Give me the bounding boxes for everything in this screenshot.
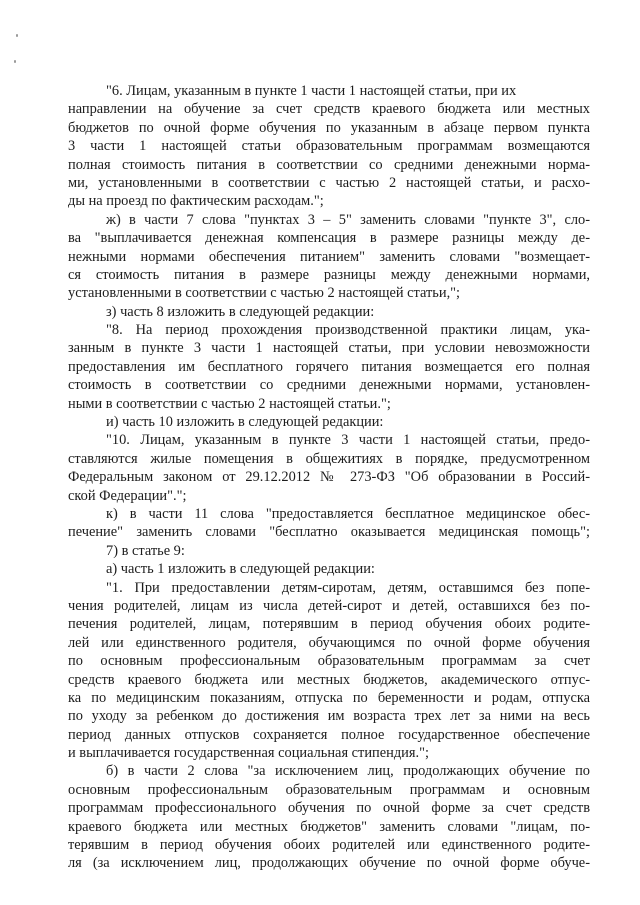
- text-line: основным профессиональным образовательным программам и основным: [68, 781, 590, 798]
- text-line: ми, установленными в соответствии с частью 2 настоящей статьи, и расхо-: [68, 174, 590, 191]
- text-line: ва "выплачивается денежная компенсация в размере разницы между де-: [68, 230, 590, 247]
- text-line: ля (за исключением лиц, продолжающих обучение по очной форме обуче-: [68, 855, 590, 872]
- text-line: б) в части 2 слова "за исключением лиц, продолжающих обучение по: [106, 763, 590, 780]
- text-line: направлении на обучение за счет средств краевого бюджета или местных: [68, 101, 590, 118]
- text-line: ставляются жилые помещения в общежитиях в порядке, предусмотренном: [68, 450, 590, 467]
- scan-speck: [16, 34, 18, 37]
- text-line: печения родителей, лицам, потерявшим в период обучения обоих родите-: [68, 616, 590, 633]
- text-line: ка по медицинским показаниям, отпуска по беременности и родам, отпуска: [68, 689, 590, 706]
- text-line: "10. Лицам, указанным в пункте 3 части 1 настоящей статьи, предо-: [106, 432, 590, 449]
- text-line: Федеральным законом от 29.12.2012 № 273-ФЗ "Об образовании в Россий-: [68, 469, 590, 486]
- document-body: [68, 82, 590, 873]
- text-line: лей или единственного родителя, обучающимся по очной форме обучения: [68, 634, 590, 651]
- text-line: з) часть 8 изложить в следующей редакции:: [106, 303, 375, 320]
- text-line: "8. На период прохождения производственной практики лицам, ука-: [106, 322, 590, 339]
- text-line: а) часть 1 изложить в следующей редакции:: [106, 561, 375, 578]
- text-line: период данных отпусков сохраняется полное государственное обеспечение: [68, 726, 590, 743]
- text-line: ды на проезд по фактическим расходам.";: [68, 193, 324, 210]
- text-line: терявшим в период обучения обоих родителей или единственного родите-: [68, 837, 590, 854]
- text-line: "6. Лицам, указанным в пункте 1 части 1 настоящей статьи, при их: [106, 83, 517, 99]
- text-line: программам профессионального обучения по очной форме за счет средств: [68, 800, 590, 817]
- text-line: средств краевого бюджета или местных бюджетов, академического отпус-: [68, 671, 590, 688]
- text-line: и) часть 10 изложить в следующей редакции:: [106, 414, 384, 431]
- text-line: занным в пункте 3 части 1 настоящей статьи, при условии невозможности: [68, 340, 590, 357]
- text-line: 3 части 1 настоящей статьи образовательным программам возмещаются: [68, 138, 590, 155]
- text-line: по основным профессиональным образовательным программам за счет: [68, 653, 590, 670]
- text-line: ж) в части 7 слова "пунктах 3 – 5" заменить словами "пункте 3", сло-: [106, 211, 590, 228]
- text-line: 7) в статье 9:: [106, 542, 185, 559]
- scan-speck: [14, 60, 16, 63]
- text-line: печение" заменить словами "бесплатно оказывается медицинская помощь";: [68, 524, 590, 541]
- text-line: ными в соответствии с частью 2 настоящей статьи.";: [68, 395, 391, 412]
- text-line: установленными в соответствии с частью 2 настоящей статьи,";: [68, 285, 461, 302]
- text-line: по уходу за ребенком до достижения им возраста трех лет за ними на весь: [68, 708, 590, 725]
- text-line: и выплачивается государственная социальная стипендия.";: [68, 745, 429, 762]
- text-line: краевого бюджета или местных бюджетов" заменить словами "лицам, по-: [68, 818, 590, 835]
- text-line: бюджетов по очной форме обучения по указанным в абзаце первом пункта: [68, 119, 590, 136]
- text-line: "1. При предоставлении детям-сиротам, детям, оставшимся без попе-: [106, 579, 590, 596]
- text-line: к) в части 11 слова "предоставляется бесплатное медицинское обес-: [106, 505, 590, 522]
- text-line: нежными нормами обеспечения питанием" заменить словами "возмещает-: [68, 248, 590, 265]
- text-line: полная стоимость питания в соответствии со средними денежными норма-: [68, 156, 590, 173]
- text-line: стоимость в соответствии со средними денежными нормами, установлен-: [68, 377, 590, 394]
- text-line: ся стоимость питания в размере разницы между денежными нормами,: [68, 266, 590, 283]
- text-line: чения родителей, лицам из числа детей-сирот и детей, оставшихся без по-: [68, 597, 590, 614]
- text-line: предоставления им бесплатного горячего питания возмещается его полная: [68, 358, 590, 375]
- text-line: ской Федерации".";: [68, 487, 187, 504]
